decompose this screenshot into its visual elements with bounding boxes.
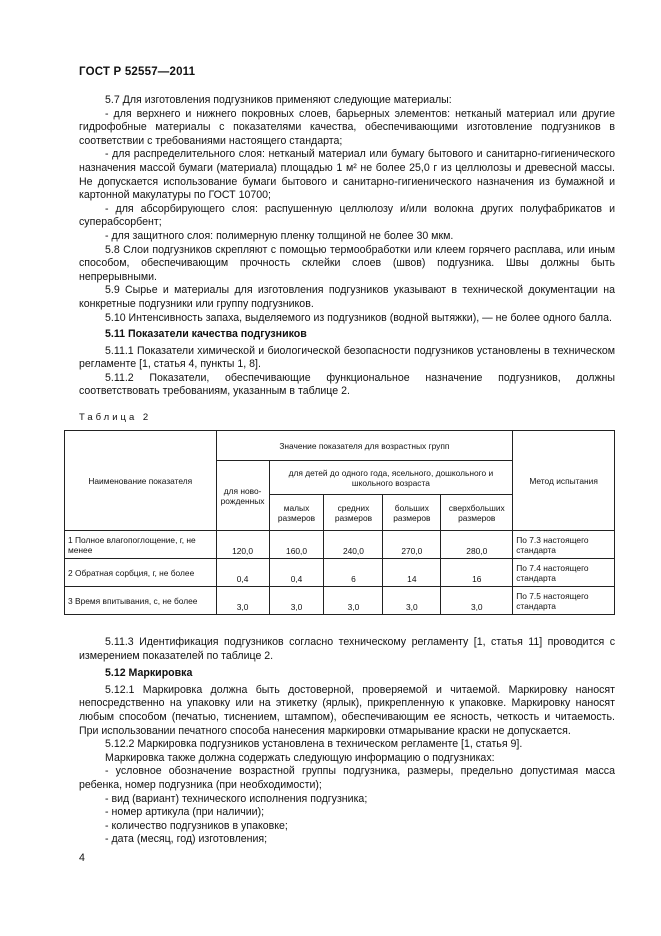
- list-item-absorbent-layer: - для абсорбирующего слоя: распушенную целлюлозу и/или волокна других полуфабрикатов и суперабсорбент;: [79, 202, 615, 229]
- paragraph-5-12-2: 5.12.2 Маркировка подгузников установлена в техническом регламенте [1, статья 9].: [105, 738, 523, 751]
- col-header-group-values: Значение показателя для возрастных групп: [216, 431, 513, 461]
- section-5-7-to-5-11: [79, 94, 615, 399]
- list-item-age-group: - условное обозначение возрастной группы подгузника, размеры, предельно допустимая масса ребенка, номер подгузника (при необходимости);: [79, 765, 615, 791]
- table-row: [65, 559, 615, 587]
- col-header-medium: средних размеров: [324, 495, 383, 531]
- list-item-quantity: - количество подгузников в упаковке;: [105, 819, 288, 832]
- cell-method: По 7.4 настоящего стандарта: [513, 559, 615, 587]
- col-header-method: Метод испытания: [513, 431, 615, 531]
- list-item-manufacture-date: - дата (месяц, год) изготовления;: [105, 833, 268, 846]
- table-2: [64, 430, 615, 615]
- cell-value: 3,0: [441, 587, 513, 615]
- cell-value: 14: [383, 559, 441, 587]
- list-item-cover-layers: - для верхнего и нижнего покровных слоев, барьерных элементов: нетканый материал или другие гидрофобные материалы с показателями качества, обеспечивающими изготовление подгузников в соответствии с требованиями настоящего стандарта;: [79, 107, 615, 147]
- row-name: 1 Полное влагопоглощение, г, не менее: [65, 531, 217, 559]
- cell-value: 6: [324, 559, 383, 587]
- cell-value: 280,0: [441, 531, 513, 559]
- cell-value: 3,0: [324, 587, 383, 615]
- paragraph-5-8: 5.8 Слои подгузников скрепляют с помощью термообработки или клеем горячего расплава, или иным способом, обеспечивающим прочность склейки слоев (швов) подгузника. Швы должны быть непрерывными.: [79, 243, 615, 283]
- document-header: ГОСТ Р 52557—2011: [79, 66, 196, 78]
- paragraph-5-11-3: 5.11.3 Идентификация подгузников согласно техническому регламенту [1, статья 11] проводится с измерением показателей по таблице 2.: [79, 636, 615, 662]
- page-number: 4: [79, 852, 85, 864]
- list-item-protective-layer: - для защитного слоя: полимерную пленку толщиной не более 30 мкм.: [105, 229, 454, 242]
- col-header-small: малых размеров: [269, 495, 324, 531]
- cell-value: 160,0: [269, 531, 324, 559]
- col-header-extra-large: сверхбольших размеров: [441, 495, 513, 531]
- list-item-distribution-layer: - для распределительного слоя: нетканый материал или бумагу бытового и санитарно-гигиенического назначения массой бумаги (материала) площадью 1 м² не более 25,0 г из целлюлозы и древесной массы. Не допускается использование бумаги бытового и санитарно-гигиенического назначения из бумажной и картонной макулатуры по ГОСТ 10700;: [79, 148, 615, 202]
- cell-value: 3,0: [216, 587, 269, 615]
- cell-method: По 7.5 настоящего стандарта: [513, 587, 615, 615]
- row-name: 2 Обратная сорбция, г, не более: [65, 559, 217, 587]
- cell-method: По 7.3 настоящего стандарта: [513, 531, 615, 559]
- section-5-11-3-and-5-12: [79, 636, 615, 847]
- cell-value: 3,0: [383, 587, 441, 615]
- table-caption: Таблица 2: [79, 412, 152, 423]
- cell-value: 16: [441, 559, 513, 587]
- paragraph-5-9: 5.9 Сырье и материалы для изготовления подгузников указывают в технической документации на конкретные подгузники или группу подгузников.: [79, 284, 615, 310]
- col-header-children: для детей до одного года, ясельного, дошкольного и школьного возраста: [269, 461, 513, 495]
- col-header-indicator: Наименование показателя: [65, 431, 217, 531]
- table-row: [65, 531, 615, 559]
- paragraph-5-10: 5.10 Интенсивность запаха, выделяемого из подгузников (водной вытяжки), — не более одного балла.: [105, 311, 612, 324]
- cell-value: 3,0: [269, 587, 324, 615]
- cell-value: 240,0: [324, 531, 383, 559]
- paragraph-5-7: 5.7 Для изготовления подгузников применяют следующие материалы:: [105, 94, 452, 106]
- section-title-5-12: 5.12 Маркировка: [105, 667, 193, 680]
- col-header-large: больших размеров: [383, 495, 441, 531]
- section-title-5-11: 5.11 Показатели качества подгузников: [105, 328, 307, 341]
- list-item-article-number: - номер артикула (при наличии);: [105, 806, 265, 819]
- cell-value: 0,4: [269, 559, 324, 587]
- cell-value: 270,0: [383, 531, 441, 559]
- cell-value: 0,4: [216, 559, 269, 587]
- cell-value: 120,0: [216, 531, 269, 559]
- row-name: 3 Время впитывания, с, не более: [65, 587, 217, 615]
- col-header-newborn: для ново-рожденных: [216, 461, 269, 531]
- paragraph-marking-info: Маркировка также должна содержать следующую информацию о подгузниках:: [105, 751, 495, 764]
- table-row: [65, 587, 615, 615]
- paragraph-5-11-2: 5.11.2 Показатели, обеспечивающие функциональное назначение подгузников, должны соответствовать требованиям, указанным в таблице 2.: [79, 371, 615, 398]
- paragraph-5-12-1: 5.12.1 Маркировка должна быть достоверной, проверяемой и читаемой. Маркировку наносят непосредственно на упаковку или на этикетку (ярлык), прикрепленную к упаковке. Маркировку наносят любым способом (печатью, тиснением, штампом), обеспечивающим ее ясность, четкость и читаемость. При использовании печатного способа нанесения маркировки отмарывание краски не допускается.: [79, 683, 615, 737]
- list-item-technical-variant: - вид (вариант) технического исполнения подгузника;: [105, 792, 368, 805]
- paragraph-5-11-1: 5.11.1 Показатели химической и биологической безопасности подгузников установлены в техническом регламенте [1, статья 4, пункты 1, 8].: [79, 344, 615, 371]
